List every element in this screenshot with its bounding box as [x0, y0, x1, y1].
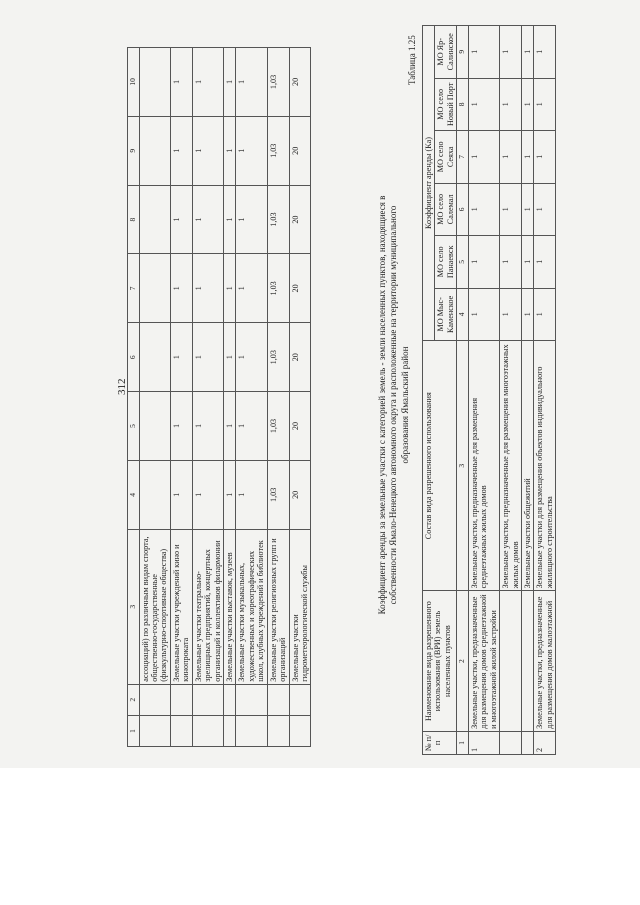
table-row	[522, 26, 534, 755]
header-number: 1	[128, 715, 140, 746]
row-name	[224, 684, 236, 715]
table-row	[534, 26, 556, 755]
row-no: 2	[534, 731, 556, 754]
coefficient-value: 20	[289, 48, 311, 117]
coefficient-value: 20	[289, 254, 311, 323]
header-number: 2	[457, 591, 469, 731]
municipality-header: МО село Панаевск	[435, 236, 457, 289]
coefficient-value: 20	[289, 185, 311, 254]
coefficient-value: 1,03	[267, 48, 289, 117]
header-number: 6	[128, 323, 140, 392]
row-no	[224, 715, 236, 746]
row-no	[170, 715, 192, 746]
header-number: 2	[128, 684, 140, 715]
continuation-table	[127, 47, 311, 747]
coefficient-value: 1	[522, 78, 534, 131]
row-name	[267, 684, 289, 715]
coefficient-value: 1	[236, 460, 267, 529]
header-number: 7	[128, 254, 140, 323]
coefficient-value: 1	[192, 254, 223, 323]
row-no	[500, 731, 522, 754]
page-number: 312	[116, 378, 128, 395]
header-number: 5	[128, 392, 140, 461]
coefficient-value: 1	[500, 236, 522, 289]
coefficient-value: 1	[170, 323, 192, 392]
coefficient-value: 1,03	[267, 185, 289, 254]
header-number: 3	[128, 529, 140, 684]
row-no	[522, 731, 534, 754]
header-number: 5	[457, 236, 469, 289]
coefficient-value: 1	[236, 323, 267, 392]
coefficient-value: 1	[236, 185, 267, 254]
table-row	[236, 48, 267, 747]
row-name	[139, 684, 170, 715]
coefficient-value: 1	[192, 185, 223, 254]
coefficient-value: 1	[500, 183, 522, 236]
row-no	[236, 715, 267, 746]
coefficient-value: 1	[468, 78, 499, 131]
municipality-header: МО село Сеяха	[435, 131, 457, 184]
row-no: 1	[468, 731, 499, 754]
table-title: Коэффициент аренды за земельные участки с категорией земель - земли населенных пунктов, находящиеся в собственности Ямало-Ненецкого автономного округа и расположенные на территории муниципального образования Ямальский район	[377, 195, 410, 615]
header-number: 9	[457, 26, 469, 79]
coefficient-value: 1	[534, 236, 556, 289]
coefficient-value	[139, 185, 170, 254]
row-name: Земельные участки, предназначенные для размещения домов малоэтажной	[534, 591, 556, 731]
coefficient-value	[139, 116, 170, 185]
row-no	[289, 715, 311, 746]
table-row	[500, 26, 522, 755]
coefficient-value: 1,03	[267, 254, 289, 323]
coefficient-value: 1	[534, 288, 556, 341]
table-row	[267, 48, 289, 747]
header-number: 9	[128, 116, 140, 185]
col-header-no: № п/п	[423, 731, 457, 754]
table-row	[224, 48, 236, 747]
coefficient-value: 1	[468, 26, 499, 79]
coefficient-value: 1	[170, 185, 192, 254]
row-composition: Земельные участки общежитий	[522, 341, 534, 591]
row-composition: Земельные участки, предназначенные для размещения среднеэтажных жилых домов	[468, 341, 499, 591]
coefficient-value: 20	[289, 116, 311, 185]
coefficient-value: 1	[170, 254, 192, 323]
header-number: 4	[457, 288, 469, 341]
coefficient-value: 1	[224, 116, 236, 185]
row-description: Земельные участки гидрометеорологической службы	[289, 529, 311, 684]
coefficient-value: 20	[289, 460, 311, 529]
coefficient-value: 1	[534, 78, 556, 131]
coefficient-value: 1	[192, 392, 223, 461]
coefficient-value: 1	[500, 288, 522, 341]
row-description: Земельные участки религиозных групп и организаций	[267, 529, 289, 684]
coefficient-value: 1,03	[267, 323, 289, 392]
row-no	[139, 715, 170, 746]
rotated-content	[92, 5, 630, 765]
coefficient-value: 1	[224, 323, 236, 392]
header-number: 4	[128, 460, 140, 529]
coefficient-value: 1,03	[267, 392, 289, 461]
coefficient-value: 20	[289, 323, 311, 392]
coefficient-value: 1	[170, 116, 192, 185]
coefficient-value: 1	[468, 183, 499, 236]
coefficient-value: 1	[522, 26, 534, 79]
row-name	[236, 684, 267, 715]
col-header-composition: Состав вида разрешенного использования	[423, 341, 457, 591]
coefficient-value: 1	[522, 236, 534, 289]
row-name	[522, 591, 534, 731]
coefficient-value: 20	[289, 392, 311, 461]
municipality-header: МО Яр-Салинское	[435, 26, 457, 79]
col-header-coefficient: Коэффициент аренды (Ка)	[423, 26, 435, 341]
coefficient-value: 1	[170, 460, 192, 529]
table-row	[192, 48, 223, 747]
table-row	[468, 26, 499, 755]
header-number: 6	[457, 183, 469, 236]
row-description: Земельные участки театрально-зрелищных предприятий, концертных организаций и коллективов филармонии	[192, 529, 223, 684]
table-row	[170, 48, 192, 747]
row-no	[192, 715, 223, 746]
row-composition: Земельные участки, предназначенные для размещения многоэтажных жилых домов	[500, 341, 522, 591]
coefficient-value: 1	[170, 392, 192, 461]
coefficient-value	[139, 460, 170, 529]
coefficient-value	[139, 392, 170, 461]
coefficient-value: 1	[192, 116, 223, 185]
coefficient-value	[139, 48, 170, 117]
coefficient-value: 1	[522, 288, 534, 341]
coefficient-value: 1	[192, 323, 223, 392]
coefficient-value: 1	[224, 254, 236, 323]
coefficient-value	[139, 254, 170, 323]
coefficient-value: 1,03	[267, 116, 289, 185]
row-name	[192, 684, 223, 715]
header-number: 7	[457, 131, 469, 184]
header-number: 3	[457, 341, 469, 591]
coefficient-value: 1	[500, 26, 522, 79]
coefficient-value: 1,03	[267, 460, 289, 529]
coefficient-value: 1	[236, 254, 267, 323]
row-name	[289, 684, 311, 715]
coefficient-value: 1	[224, 48, 236, 117]
coefficient-value	[139, 323, 170, 392]
coefficient-value: 1	[192, 48, 223, 117]
coefficient-table	[422, 25, 556, 755]
coefficient-value: 1	[468, 236, 499, 289]
row-description: ассоциаций) по различным видам спорта, общественно-государственные (физкультурно-спортивные общества)	[139, 529, 170, 684]
row-name	[500, 591, 522, 731]
municipality-header: МО село Салемал	[435, 183, 457, 236]
row-no	[267, 715, 289, 746]
coefficient-value: 1	[534, 26, 556, 79]
coefficient-value: 1	[170, 48, 192, 117]
row-name: Земельные участки, предназначенные для размещения домов среднеэтажной и многоэтажной жилой застройки	[468, 591, 499, 731]
row-composition: Земельные участки для размещения объектов индивидуального жилищного строительства	[534, 341, 556, 591]
coefficient-value: 1	[224, 392, 236, 461]
row-description: Земельные участки музыкальных, художественных и хореографических школ, клубных учреждений и библиотек	[236, 529, 267, 684]
coefficient-value: 1	[534, 131, 556, 184]
coefficient-value: 1	[236, 392, 267, 461]
coefficient-value: 1	[192, 460, 223, 529]
coefficient-value: 1	[522, 183, 534, 236]
coefficient-value: 1	[468, 131, 499, 184]
row-description: Земельные участки выставок, музеев	[224, 529, 236, 684]
table-row	[139, 48, 170, 747]
header-number: 8	[128, 185, 140, 254]
col-header-name: Наименование вида разрешенного использования (ВРИ) земель населенных пунктов	[423, 591, 457, 731]
row-name	[170, 684, 192, 715]
coefficient-value: 1	[236, 48, 267, 117]
row-description: Земельные участки учреждений кино и кинопроката	[170, 529, 192, 684]
coefficient-value: 1	[500, 78, 522, 131]
coefficient-value: 1	[522, 131, 534, 184]
municipality-header: МО Мыс-Каменское	[435, 288, 457, 341]
municipality-header: МО село Новый Порт	[435, 78, 457, 131]
coefficient-value: 1	[224, 460, 236, 529]
table-row	[289, 48, 311, 747]
header-number: 10	[128, 48, 140, 117]
coefficient-value: 1	[224, 185, 236, 254]
coefficient-value: 1	[500, 131, 522, 184]
header-number: 8	[457, 78, 469, 131]
header-number: 1	[457, 731, 469, 754]
coefficient-value: 1	[236, 116, 267, 185]
table-number: Таблица 1.25	[407, 35, 417, 85]
coefficient-value: 1	[534, 183, 556, 236]
coefficient-value: 1	[468, 288, 499, 341]
